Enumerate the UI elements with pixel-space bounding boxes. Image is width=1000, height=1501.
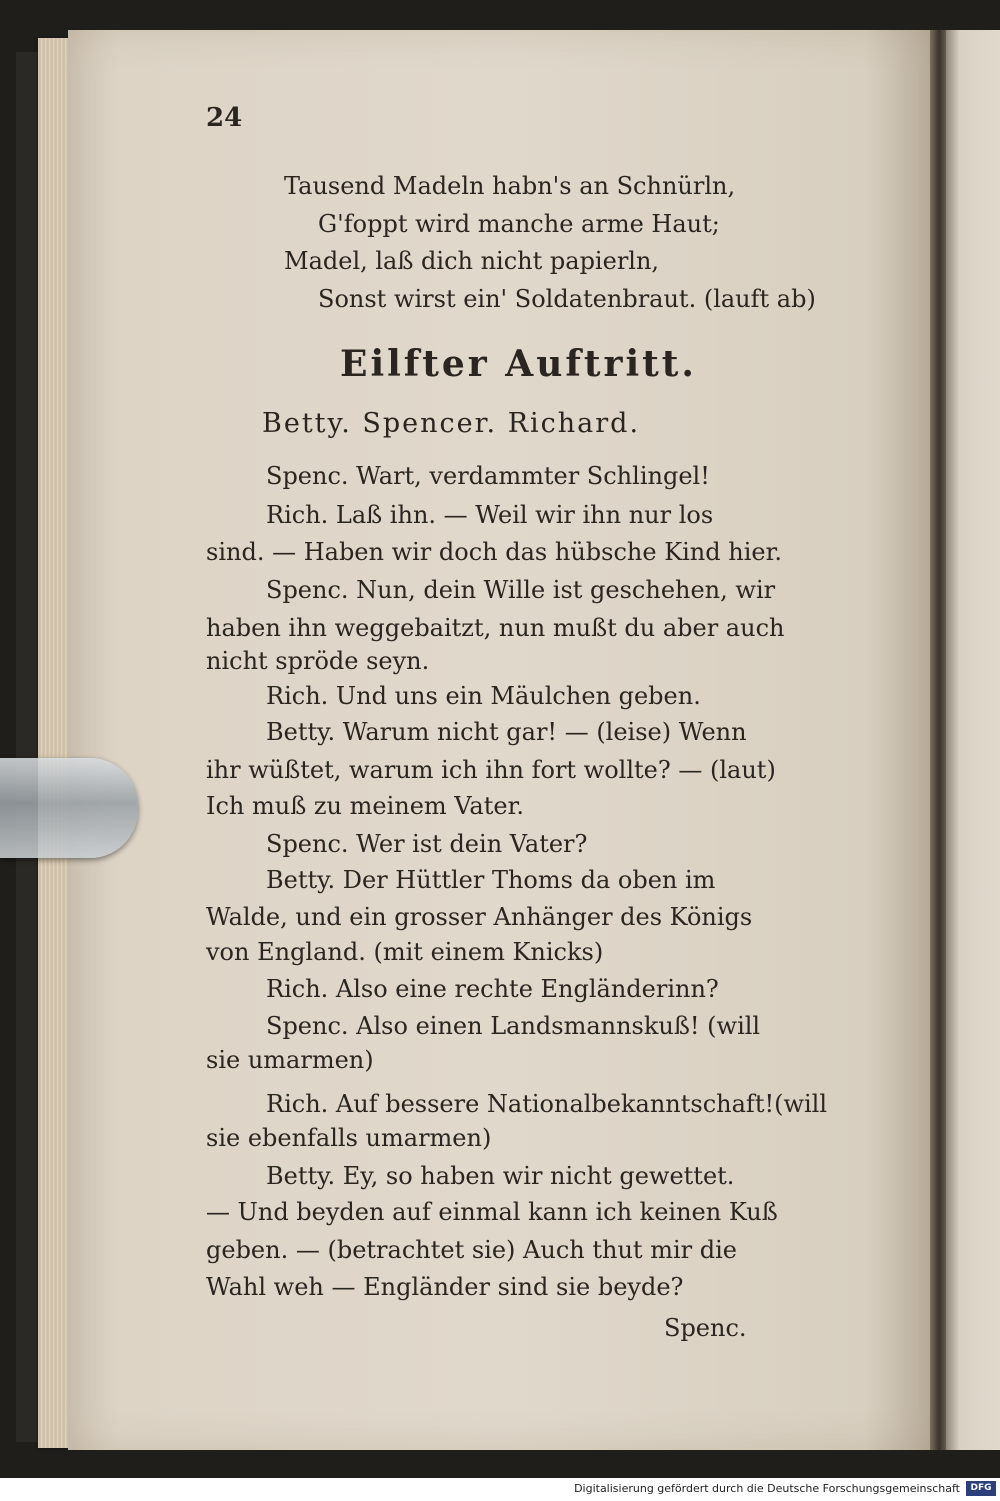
dialogue-line: Spenc. Wart, verdammter Schlingel! — [266, 462, 710, 490]
dialogue-line: sind. — Haben wir doch das hübsche Kind hier. — [206, 538, 783, 566]
dialogue-line: — Und beyden auf einmal kann ich keinen Kuß — [206, 1198, 778, 1226]
dialogue-line: sie umarmen) — [206, 1046, 374, 1074]
verse-line: G'foppt wird manche arme Haut; — [318, 210, 720, 238]
page-edges — [38, 38, 68, 1448]
dialogue-line: Rich. Auf bessere Nationalbekanntschaft!(will — [266, 1090, 828, 1118]
dialogue-line: ihr wüßtet, warum ich ihn fort wollte? — (laut) — [206, 756, 776, 784]
dialogue-line: haben ihn weggebaitzt, nun mußt du aber auch — [206, 614, 785, 642]
funding-credit: Digitalisierung gefördert durch die Deutsche Forschungsgemeinschaft — [574, 1482, 960, 1495]
facing-page — [946, 30, 1000, 1450]
page-number: 24 — [206, 103, 243, 133]
verse-line: Madel, laß dich nicht papierln, — [284, 247, 660, 275]
dialogue-line: Betty. Der Hüttler Thoms da oben im — [266, 866, 716, 894]
dialogue-line: geben. — (betrachtet sie) Auch thut mir die — [206, 1236, 737, 1264]
dialogue-line: Betty. Warum nicht gar! — (leise) Wenn — [266, 718, 747, 746]
dialogue-line: Spenc. Nun, dein Wille ist geschehen, wir — [266, 576, 776, 604]
dialogue-line: Rich. Also eine rechte Engländerinn? — [266, 975, 719, 1003]
dialogue-line: Betty. Ey, so haben wir nicht gewettet. — [266, 1162, 735, 1190]
dialogue-line: von England. (mit einem Knicks) — [206, 938, 604, 966]
verse-line: Sonst wirst ein' Soldatenbraut. (lauft ab) — [318, 285, 816, 313]
dialogue-line: Spenc. Also einen Landsmannskuß! (will — [266, 1012, 761, 1040]
dialogue-line: Walde, und ein grosser Anhänger des Königs — [206, 903, 753, 931]
dialogue-line: Spenc. Wer ist dein Vater? — [266, 830, 588, 858]
dialogue-line: Rich. Und uns ein Mäulchen geben. — [266, 682, 701, 710]
scene-title: Eilfter Auftritt. — [340, 343, 697, 385]
dialogue-line: Rich. Laß ihn. — Weil wir ihn nur los — [266, 501, 714, 529]
book-binding — [16, 52, 40, 1442]
dialogue-line: nicht spröde seyn. — [206, 647, 430, 675]
dfg-logo: DFG — [966, 1481, 996, 1496]
dialogue-line: sie ebenfalls umarmen) — [206, 1124, 492, 1152]
catchword: Spenc. — [664, 1314, 747, 1342]
cast-list: Betty. Spencer. Richard. — [262, 408, 641, 439]
verse-line: Tausend Madeln habn's an Schnürln, — [284, 172, 736, 200]
dialogue-line: Wahl weh — Engländer sind sie beyde? — [206, 1273, 684, 1301]
dialogue-line: Ich muß zu meinem Vater. — [206, 792, 525, 820]
page-clip — [0, 758, 138, 858]
